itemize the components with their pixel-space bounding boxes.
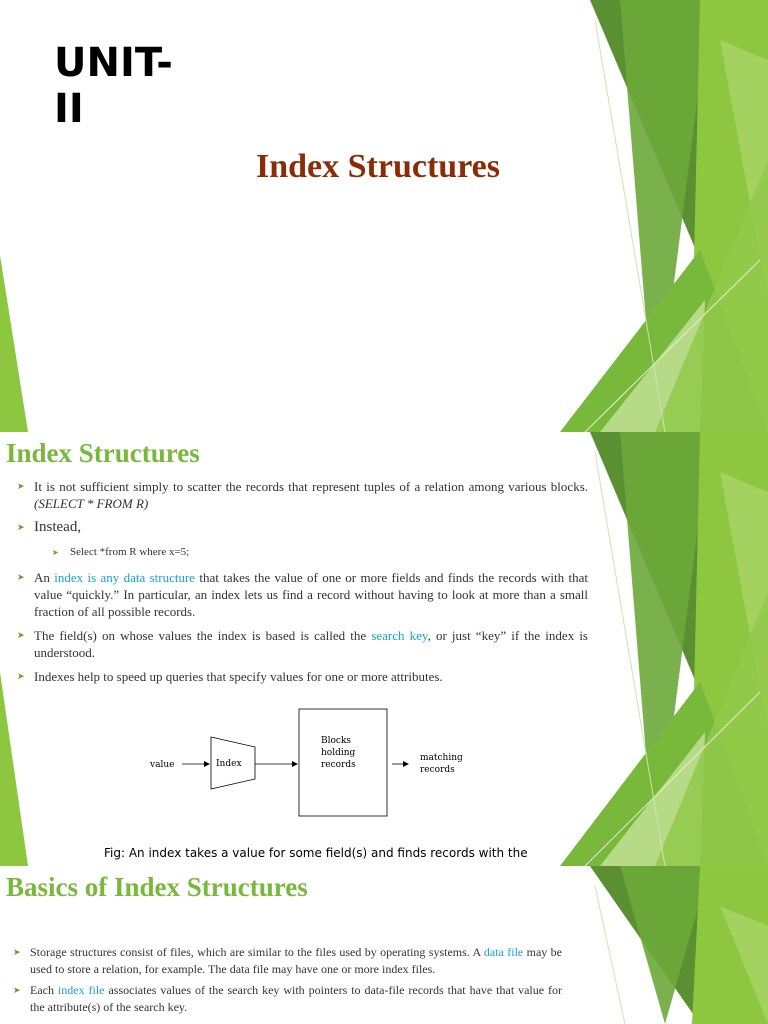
bullet-text: An [34, 570, 50, 585]
arrow-bullet-icon: ➤ [52, 548, 59, 557]
diagram-blocks-line1: Blocks [321, 736, 352, 746]
bullet-text: that takes the value of one or more fields and finds the records with that value “quickly.” In particular, an index lets us find a record without having to look at more than a small fraction of all possible records. [34, 570, 588, 619]
diagram-index-label: Index [216, 759, 242, 769]
highlight-text: data file [483, 945, 524, 959]
bullet-text: , or just “key” if the index is understood. [34, 628, 588, 660]
diagram-blocks-line2: holding [321, 748, 356, 758]
bullet-italic: (SELECT * FROM R) [34, 496, 149, 511]
slide-index-structures [0, 432, 768, 866]
diagram-matching-line1: matching [420, 753, 463, 763]
figure-caption: Fig: An index takes a value for some field(s) and finds records with the [104, 846, 528, 860]
arrow-bullet-icon: ➤ [17, 522, 25, 532]
bullet-text: may be used to store a relation, for example. The data file may have one or more index files. [30, 945, 562, 976]
index-diagram [140, 702, 490, 822]
bullet-text: Select *from R where x=5; [70, 546, 190, 558]
bullet-text: The field(s) on whose values the index is based is called the [34, 628, 367, 643]
arrow-bullet-icon: ➤ [17, 572, 25, 582]
arrow-bullet-icon: ➤ [17, 481, 25, 491]
presentation-title: Index Structures [256, 148, 500, 185]
highlight-text: index file [57, 983, 105, 997]
arrow-bullet-icon: ➤ [17, 630, 25, 640]
bullet-list [14, 478, 588, 685]
list-item [14, 569, 588, 620]
diagram-matching-line2: records [420, 765, 455, 775]
bullet-text: Instead, [34, 519, 82, 535]
arrow-bullet-icon: ➤ [13, 985, 21, 995]
bullet-text: It is not sufficient simply to scatter the records that represent tuples of a relation among various blocks. [34, 479, 588, 494]
bullet-text: Indexes help to speed up queries that specify values for one or more attributes. [34, 669, 443, 684]
bullet-text: Storage structures consist of files, which are similar to the files used by operating systems. A [30, 945, 481, 959]
slide-basics-of-index-structures [0, 866, 768, 1024]
list-item [10, 944, 562, 977]
unit-line-1: UNIT- [54, 40, 173, 86]
arrow-bullet-icon: ➤ [13, 947, 21, 957]
list-item [10, 982, 562, 1015]
slide-title [0, 0, 768, 432]
slide-heading: Index Structures [6, 438, 200, 468]
unit-line-2: II [54, 86, 84, 132]
list-item [14, 519, 588, 536]
arrow-bullet-icon: ➤ [17, 671, 25, 681]
diagram-value-label: value [150, 760, 175, 770]
highlight-text: index is any data structure [54, 570, 196, 585]
bullet-text: Each [30, 983, 54, 997]
unit-title [54, 40, 173, 132]
list-item [14, 478, 588, 512]
slide-heading: Basics of Index Structures [6, 872, 308, 902]
bullet-text: associates values of the search key with pointers to data-file records that have that value for the attribute(s) of the search key. [30, 983, 563, 1014]
diagram-blocks-line3: records [321, 760, 356, 770]
list-item [14, 668, 588, 685]
highlight-text: search key [371, 628, 428, 643]
bullet-list [10, 944, 562, 1015]
list-item [14, 627, 588, 661]
list-item [14, 544, 588, 561]
